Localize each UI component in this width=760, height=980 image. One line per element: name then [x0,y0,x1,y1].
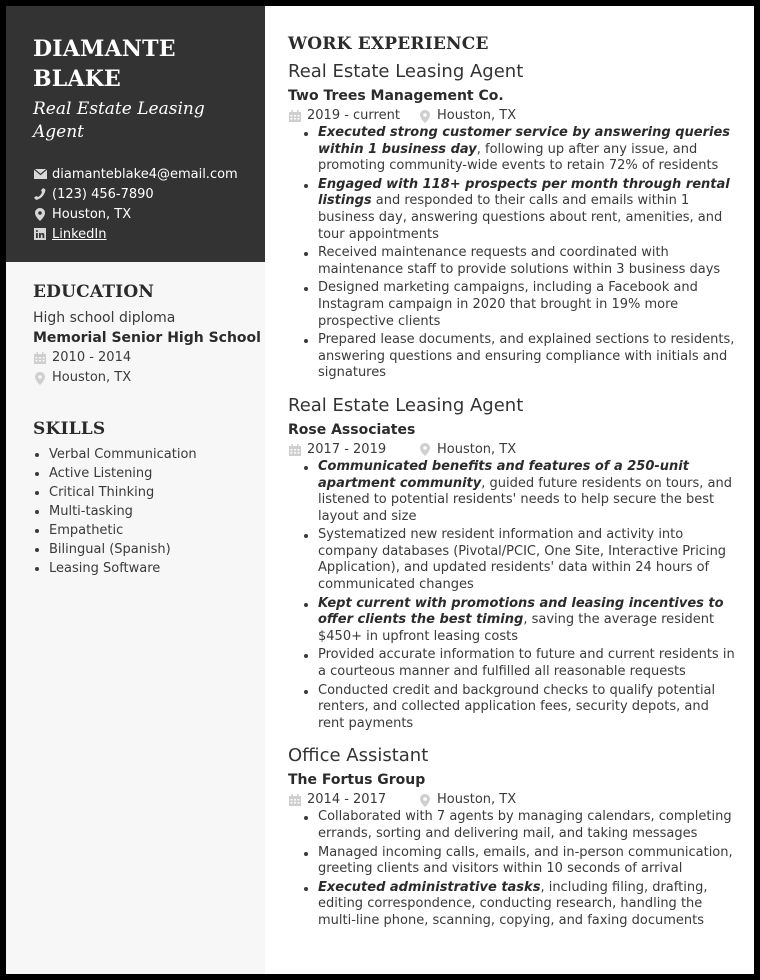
bullet-text: Systematized new resident information and activity into company databases (Pivotal/PCIC, One Site, Interactive Pricing Application), and updated residents' data within 24 hours of communicated changes [318,527,727,593]
job-bullets [288,459,738,733]
job-company: The Fortus Group [288,772,426,789]
job-bullets [288,809,738,929]
skill-item: Empathetic [33,521,197,540]
phone-text[interactable]: (123) 456-7890 [52,186,154,202]
job-company: Two Trees Management Co. [288,88,504,104]
education-section [33,282,261,388]
job-meta [288,441,738,459]
profile-header [6,6,265,262]
bullet-text: Received maintenance requests and coordinated with maintenance staff to provide solutions within 3 business days [318,245,721,277]
resume-page [6,6,754,974]
job-bullet [300,125,738,175]
job-bullet [300,459,738,525]
job-bullet [300,177,738,243]
skill-item: Leasing Software [33,559,197,578]
job-bullet [300,596,738,646]
education-heading: EDUCATION [33,282,155,302]
job-location-text: Houston, TX [437,108,517,123]
linkedin-link[interactable]: LinkedIn [52,226,107,242]
jobs-list [288,60,738,930]
job-dates [288,791,418,809]
map-pin-icon [418,793,432,807]
skill-item: Critical Thinking [33,483,197,502]
education-degree: High school diploma [33,310,176,326]
job-title: Real Estate Leasing Agent [288,61,524,82]
job-location [418,441,516,459]
name-line-1: DIAMANTE [33,36,176,62]
bullet-text: , saving the average resident $450+ in upfront leasing costs [318,612,715,644]
bullet-text: , following up after any issue, and promoting community-wide events to retain 72% of residents [318,141,719,174]
work-experience-heading: WORK EXPERIENCE [288,34,489,54]
skills-list [33,445,197,578]
job-bullet [300,245,738,278]
bullet-text: Designed marketing campaigns, including a Facebook and Instagram campaign in 2020 that brought in 19% more prospective clients [318,280,698,329]
job-bullet [300,332,738,382]
education-dates-text: 2010 - 2014 [52,350,132,365]
bullet-text: Conducted credit and background checks to qualify potential renters, and collected application fees, security depots, and rent payments [318,682,716,731]
job-location-text: Houston, TX [437,441,517,457]
education-school: Memorial Senior High School [33,330,261,346]
education-location [33,368,261,388]
bullet-text: , including filing, drafting, editing correspondence, conducting research, handling the multi-line phone, scanning, copying, and faxing documents [318,879,708,928]
map-pin-icon [418,109,432,123]
skills-section [33,419,197,578]
calendar-icon [288,443,302,457]
map-pin-icon [418,443,432,457]
bullet-text: Prepared lease documents, and explained sections to residents, answering questions and ensuring compliance with initials and signatures [318,332,735,381]
map-pin-icon [33,207,47,221]
bullet-highlight: Communicated benefits and features of a 250-unit apartment community [318,458,689,491]
bullet-highlight: Executed strong customer service by answering queries within 1 business day [318,125,731,157]
contact-email [33,164,238,184]
job-dates-text: 2019 - current [307,108,400,123]
bullet-highlight: Kept current with promotions and leasing incentives to offer clients the best timing [318,595,724,628]
job-dates-text: 2017 - 2019 [307,441,387,457]
job-meta [288,107,738,125]
job-dates [288,441,418,459]
contact-location [33,204,238,224]
bullet-text: , guided future residents on tours, and listened to potential residents' needs to help secure the best layout and size [318,475,732,524]
location-text: Houston, TX [52,206,132,222]
job-bullet [300,683,738,733]
job-title: Real Estate Leasing Agent [288,394,524,416]
bullet-text: Collaborated with 7 agents by managing calendars, completing errands, sorting and delivering mail, and taking messages [318,809,732,841]
skills-heading: SKILLS [33,419,106,439]
job-dates-text: 2014 - 2017 [307,792,387,808]
candidate-role: Real Estate Leasing Agent [33,99,205,142]
job-bullet [300,809,738,842]
skill-item: Active Listening [33,464,197,483]
phone-icon [33,187,47,201]
job-dates [288,107,418,125]
job-bullets [288,125,738,382]
skill-item: Bilingual (Spanish) [33,540,197,559]
bullet-highlight: Engaged with 118+ prospects per month through rental listings [318,176,730,209]
education-dates [33,348,261,368]
calendar-icon [288,109,302,123]
contact-phone [33,184,238,204]
sidebar [6,6,265,974]
job-title: Office Assistant [288,745,429,767]
bullet-highlight: Executed administrative tasks [318,879,541,895]
calendar-icon [288,793,302,807]
map-pin-icon [33,371,47,385]
skill-item: Multi-tasking [33,502,197,521]
job-entry [288,60,738,382]
bullet-text: Provided accurate information to future and current residents in a courteous manner and fulfilled all reasonable requests [318,647,735,680]
education-location-text: Houston, TX [52,370,132,385]
job-company: Rose Associates [288,421,416,438]
job-bullet [300,280,738,330]
contact-info [33,164,238,244]
job-location-text: Houston, TX [437,792,517,808]
email-text[interactable]: diamanteblake4@email.com [52,166,238,182]
job-bullet [300,845,738,878]
job-entry [288,744,738,929]
job-bullet [300,647,738,680]
linkedin-icon [33,227,47,241]
job-entry [288,394,738,733]
candidate-name [33,34,176,94]
contact-linkedin [33,224,238,244]
name-line-2: BLAKE [33,66,122,92]
bullet-text: and responded to their calls and emails within 1 business day, answering questions about rent, amenities, and tour appointments [318,193,723,242]
job-bullet [300,880,738,930]
calendar-icon [33,351,47,365]
main-content [288,34,738,932]
bullet-text: Managed incoming calls, emails, and in-person communication, greeting clients and visitors within 10 seconds of arrival [318,844,733,877]
job-bullet [300,527,738,593]
job-meta [288,791,738,809]
skill-item: Verbal Communication [33,445,197,464]
job-location [418,791,516,809]
job-location [418,107,516,125]
envelope-icon [33,167,47,181]
